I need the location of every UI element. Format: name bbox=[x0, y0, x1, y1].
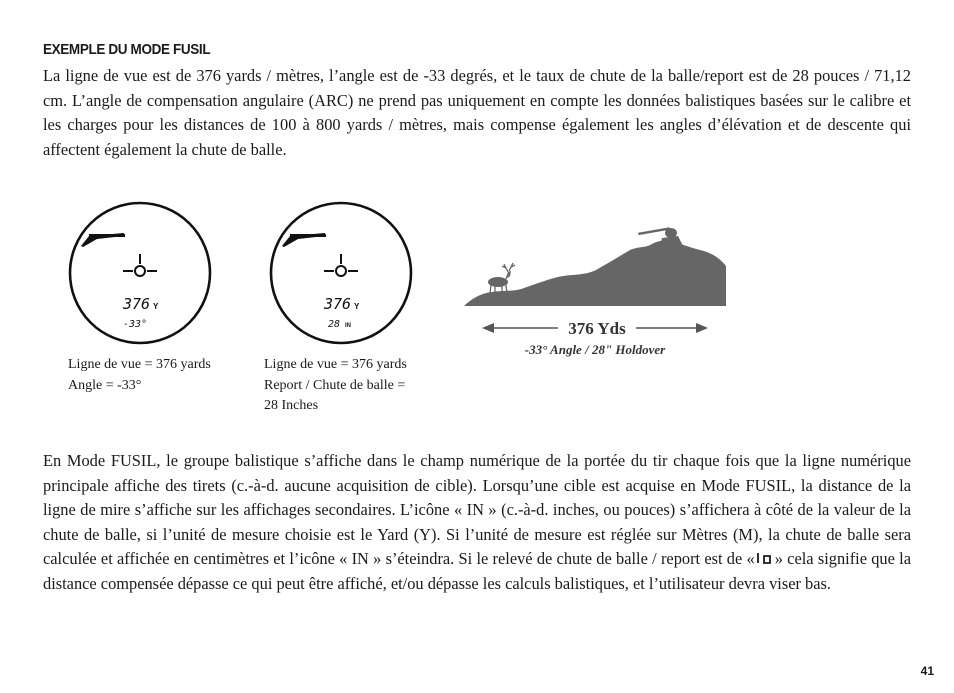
caption-line: Report / Chute de balle = bbox=[264, 377, 406, 393]
caption-line: Ligne de vue = 376 yards bbox=[264, 357, 407, 372]
primary-distance: 376 bbox=[324, 295, 352, 313]
overflow-indicator-icon bbox=[755, 549, 775, 568]
body-paragraph bbox=[43, 449, 911, 596]
unit-indicator: Y bbox=[354, 302, 360, 311]
body-text: En Mode FUSIL, le groupe balistique s’affiche dans le champ numérique de la portée du tir chaque fois que la ligne numérique principale affiche des tirets (c.-à-d. aucune acquisition de cible). Lorsqu’une cible est acquise en Mode FUSIL, la distance de la ligne de mire s’affiche sur les affichages secondaires. L’icône « IN » (c.-à-d. inches, ou pouces) s’affichera à côté de la valeur de la chute de balle, si l’unité de mesure choisie est le Yard (Y). Si l’unité de mesure est réglée sur Mètres (M), la chute de balle sera calculée et affichée en centimètres et l’icône « IN » s’éteindra. Si le relevé de chute de balle / report est de « bbox=[43, 451, 911, 568]
unit-indicator: Y bbox=[153, 302, 159, 311]
caption-scope-holdover bbox=[264, 355, 444, 417]
caption-line: 28 Inches bbox=[264, 398, 319, 413]
caption-line: Angle = -33° bbox=[68, 377, 142, 393]
scene-angle-label: -33° Angle / 28" Holdover bbox=[524, 342, 666, 357]
scene-distance-label: 376 Yds bbox=[568, 319, 626, 338]
page-number: 41 bbox=[920, 664, 934, 678]
intro-paragraph: La ligne de vue est de 376 yards / mètres, l’angle est de -33 degrés, et le taux de chute de la balle/report est de 28 pouces / 71,12 cm. L’angle de compensation angulaire (ARC) ne prend pas uniquement en compte les données balistiques basées sur le calibre et les charges pour les distances de 100 à 800 yards / mètres, mais compense également les angles d’élévation et de descente qui affectent également la chute de balle. bbox=[43, 66, 911, 159]
inch-indicator: IN bbox=[345, 323, 351, 329]
primary-distance: 376 bbox=[123, 295, 151, 313]
scope-display-holdover bbox=[268, 200, 414, 346]
scope-display-angle bbox=[67, 200, 213, 346]
hunting-scene-illustration bbox=[460, 200, 732, 360]
elk-silhouette bbox=[488, 263, 515, 293]
section-heading: EXEMPLE DU MODE FUSIL bbox=[43, 41, 211, 58]
caption-line: Ligne de vue = 376 yards bbox=[68, 357, 211, 372]
secondary-angle: -33° bbox=[123, 319, 148, 330]
caption-scope-angle bbox=[68, 355, 248, 396]
body-text: » cela signifie que la distance compensée dépasse ce qui peut être affiché, et/ou dépasse les calculs balistiques, et l’utilisateur devra viser bas. bbox=[43, 549, 911, 593]
terrain-silhouette bbox=[464, 241, 726, 306]
secondary-holdover: 28 bbox=[328, 319, 341, 330]
